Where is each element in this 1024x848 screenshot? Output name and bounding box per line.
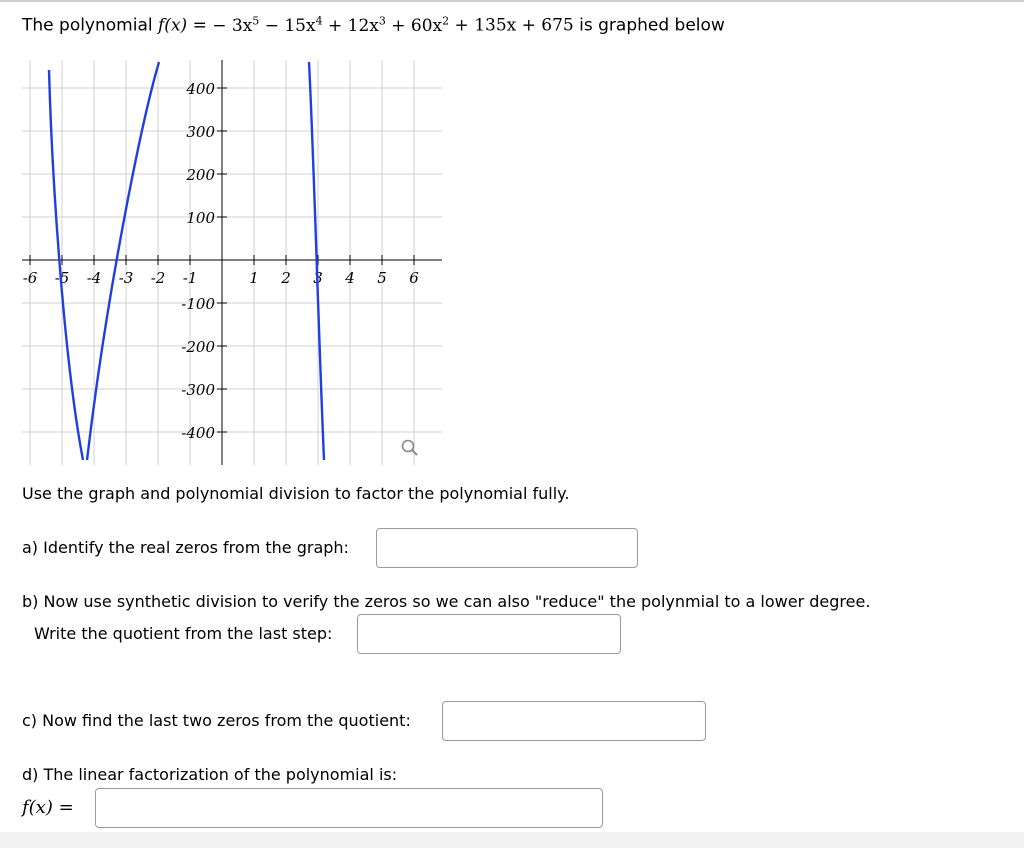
x-tick-label: 3 xyxy=(313,269,323,287)
intro-suffix: is graphed below xyxy=(579,15,725,36)
polynomial-graph xyxy=(22,60,442,465)
part-c-label: c) Now find the last two zeros from the quotient: xyxy=(22,711,411,730)
zeros-input[interactable] xyxy=(376,528,638,568)
y-tick-label: -400 xyxy=(181,424,215,442)
function-name: f(x) xyxy=(158,15,188,36)
y-tick-label: 400 xyxy=(186,80,215,98)
bottom-band xyxy=(0,832,1024,848)
factorization-input[interactable] xyxy=(95,788,603,828)
part-b-sublabel: Write the quotient from the last step: xyxy=(34,624,333,643)
instructions-text: Use the graph and polynomial division to factor the polynomial fully. xyxy=(22,484,570,503)
question-title xyxy=(22,14,725,36)
last-zeros-input[interactable] xyxy=(442,701,706,741)
equals-sign: = xyxy=(192,15,207,36)
term-1: − $3x^5$ xyxy=(212,14,260,36)
curve-left-bottom xyxy=(49,70,83,460)
x-tick-label: 6 xyxy=(409,269,419,287)
x-tick-label: -1 xyxy=(182,269,198,287)
y-tick-label: 100 xyxy=(186,209,215,227)
y-tick-label: -300 xyxy=(181,381,215,399)
curve-right xyxy=(309,62,324,460)
x-tick-label: 1 xyxy=(249,269,259,287)
x-tick-label: -2 xyxy=(150,269,166,287)
y-tick-label: -100 xyxy=(181,295,215,313)
x-tick-label: -6 xyxy=(22,269,38,287)
x-tick-label: 2 xyxy=(281,269,291,287)
graph-axes xyxy=(22,60,442,465)
graph-grid xyxy=(22,60,442,465)
curve-left xyxy=(87,62,159,460)
quotient-input[interactable] xyxy=(357,614,621,654)
part-d-label: d) The linear factorization of the polynomial is: xyxy=(22,765,398,784)
part-a-label: a) Identify the real zeros from the graph: xyxy=(22,538,349,557)
term-2: − $15x^4$ xyxy=(259,14,323,36)
top-divider xyxy=(0,0,1024,2)
x-tick-label: -4 xyxy=(86,269,102,287)
magnifier-icon[interactable] xyxy=(403,441,418,456)
intro-prefix: The polynomial xyxy=(22,15,153,36)
x-tick-label: -3 xyxy=(118,269,134,287)
term-3: + $12x^3$ xyxy=(322,14,386,36)
y-tick-label: -200 xyxy=(181,338,215,356)
x-tick-label: 5 xyxy=(377,269,387,287)
fx-label: f(x) = xyxy=(22,797,74,818)
term-4: + $60x^2$ xyxy=(385,14,450,36)
x-tick-label: -5 xyxy=(54,269,70,287)
x-tick-label: 4 xyxy=(345,269,355,287)
part-b-label: b) Now use synthetic division to verify the zeros so we can also "reduce" the polynmial to a lower degree. xyxy=(22,592,871,611)
y-tick-label: 300 xyxy=(186,123,215,141)
y-tick-label: 200 xyxy=(186,166,215,184)
term-5: + 135x + 675 xyxy=(449,15,574,36)
